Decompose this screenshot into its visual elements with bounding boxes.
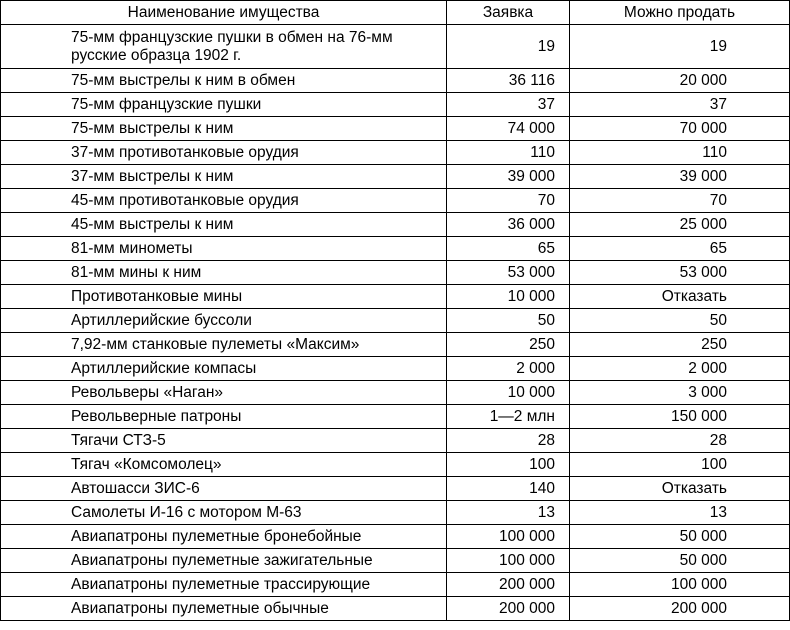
cell-item-name: 45-мм выстрелы к ним [1, 213, 447, 237]
cell-can-sell: 50 000 [570, 525, 790, 549]
cell-can-sell: 50 000 [570, 549, 790, 573]
cell-item-name: Самолеты И-16 с мотором М-63 [1, 501, 447, 525]
cell-item-name: 7,92-мм станковые пулеметы «Максим» [1, 333, 447, 357]
cell-request: 74 000 [447, 117, 570, 141]
cell-can-sell: 53 000 [570, 261, 790, 285]
cell-item-name: 75-мм выстрелы к ним в обмен [1, 69, 447, 93]
cell-request: 200 000 [447, 573, 570, 597]
table-row [1, 189, 790, 213]
cell-item-name: 75-мм выстрелы к ним [1, 117, 447, 141]
cell-can-sell: 150 000 [570, 405, 790, 429]
cell-request: 65 [447, 237, 570, 261]
table-row [1, 165, 790, 189]
cell-item-name: Автошасси ЗИС-6 [1, 477, 447, 501]
cell-request: 2 000 [447, 357, 570, 381]
cell-request: 50 [447, 309, 570, 333]
cell-can-sell: 20 000 [570, 69, 790, 93]
table-row [1, 117, 790, 141]
table-row [1, 141, 790, 165]
cell-request: 36 116 [447, 69, 570, 93]
cell-request: 1—2 млн [447, 405, 570, 429]
table-row [1, 69, 790, 93]
table-row [1, 309, 790, 333]
cell-item-name: Револьверные патроны [1, 405, 447, 429]
cell-item-name: Авиапатроны пулеметные обычные [1, 597, 447, 621]
cell-request: 200 000 [447, 597, 570, 621]
table-row [1, 405, 790, 429]
header-row [1, 1, 790, 25]
cell-can-sell: 200 000 [570, 597, 790, 621]
cell-can-sell: 19 [570, 25, 790, 69]
table-row [1, 237, 790, 261]
cell-item-name: 75-мм французские пушки в обмен на 76-мм русские образца 1902 г. [1, 25, 447, 69]
cell-can-sell: 250 [570, 333, 790, 357]
cell-item-name: 75-мм французские пушки [1, 93, 447, 117]
cell-request: 100 000 [447, 549, 570, 573]
cell-request: 10 000 [447, 381, 570, 405]
cell-item-name: Артиллерийские буссоли [1, 309, 447, 333]
cell-item-name: 37-мм выстрелы к ним [1, 165, 447, 189]
cell-can-sell: 70 [570, 189, 790, 213]
header-can-sell: Можно продать [570, 1, 790, 25]
cell-request: 39 000 [447, 165, 570, 189]
table-header [1, 1, 790, 25]
cell-can-sell: Отказать [570, 477, 790, 501]
cell-request: 70 [447, 189, 570, 213]
cell-item-name: Тягач «Комсомолец» [1, 453, 447, 477]
cell-item-name: 81-мм минометы [1, 237, 447, 261]
cell-request: 19 [447, 25, 570, 69]
cell-item-name: 45-мм противотанковые орудия [1, 189, 447, 213]
cell-can-sell: 28 [570, 429, 790, 453]
table-row [1, 573, 790, 597]
cell-request: 28 [447, 429, 570, 453]
table-body [1, 25, 790, 621]
header-name: Наименование имущества [1, 1, 447, 25]
cell-can-sell: 25 000 [570, 213, 790, 237]
cell-can-sell: 2 000 [570, 357, 790, 381]
cell-can-sell: 50 [570, 309, 790, 333]
cell-request: 37 [447, 93, 570, 117]
table-row [1, 501, 790, 525]
cell-can-sell: Отказать [570, 285, 790, 309]
cell-can-sell: 100 000 [570, 573, 790, 597]
cell-can-sell: 37 [570, 93, 790, 117]
cell-request: 36 000 [447, 213, 570, 237]
cell-request: 13 [447, 501, 570, 525]
cell-request: 250 [447, 333, 570, 357]
cell-request: 100 000 [447, 525, 570, 549]
cell-can-sell: 110 [570, 141, 790, 165]
cell-can-sell: 100 [570, 453, 790, 477]
cell-can-sell: 70 000 [570, 117, 790, 141]
cell-request: 10 000 [447, 285, 570, 309]
table-row [1, 261, 790, 285]
cell-item-name: Противотанковые мины [1, 285, 447, 309]
cell-request: 110 [447, 141, 570, 165]
header-request: Заявка [447, 1, 570, 25]
table-row [1, 597, 790, 621]
cell-item-name: Авиапатроны пулеметные бронебойные [1, 525, 447, 549]
table-row [1, 453, 790, 477]
cell-item-name: Револьверы «Наган» [1, 381, 447, 405]
table-row [1, 381, 790, 405]
table-row [1, 333, 790, 357]
table-row [1, 357, 790, 381]
cell-request: 53 000 [447, 261, 570, 285]
cell-request: 100 [447, 453, 570, 477]
table-row [1, 25, 790, 69]
cell-item-name: 81-мм мины к ним [1, 261, 447, 285]
cell-item-name: Артиллерийские компасы [1, 357, 447, 381]
table-row [1, 213, 790, 237]
table-row [1, 285, 790, 309]
table-row [1, 525, 790, 549]
cell-can-sell: 13 [570, 501, 790, 525]
cell-request: 140 [447, 477, 570, 501]
cell-can-sell: 65 [570, 237, 790, 261]
cell-item-name: Авиапатроны пулеметные трассирующие [1, 573, 447, 597]
cell-item-name: 37-мм противотанковые орудия [1, 141, 447, 165]
cell-item-name: Авиапатроны пулеметные зажигательные [1, 549, 447, 573]
cell-can-sell: 39 000 [570, 165, 790, 189]
cell-can-sell: 3 000 [570, 381, 790, 405]
cell-item-name: Тягачи СТЗ-5 [1, 429, 447, 453]
table-row [1, 477, 790, 501]
table-row [1, 93, 790, 117]
table-row [1, 429, 790, 453]
table-row [1, 549, 790, 573]
